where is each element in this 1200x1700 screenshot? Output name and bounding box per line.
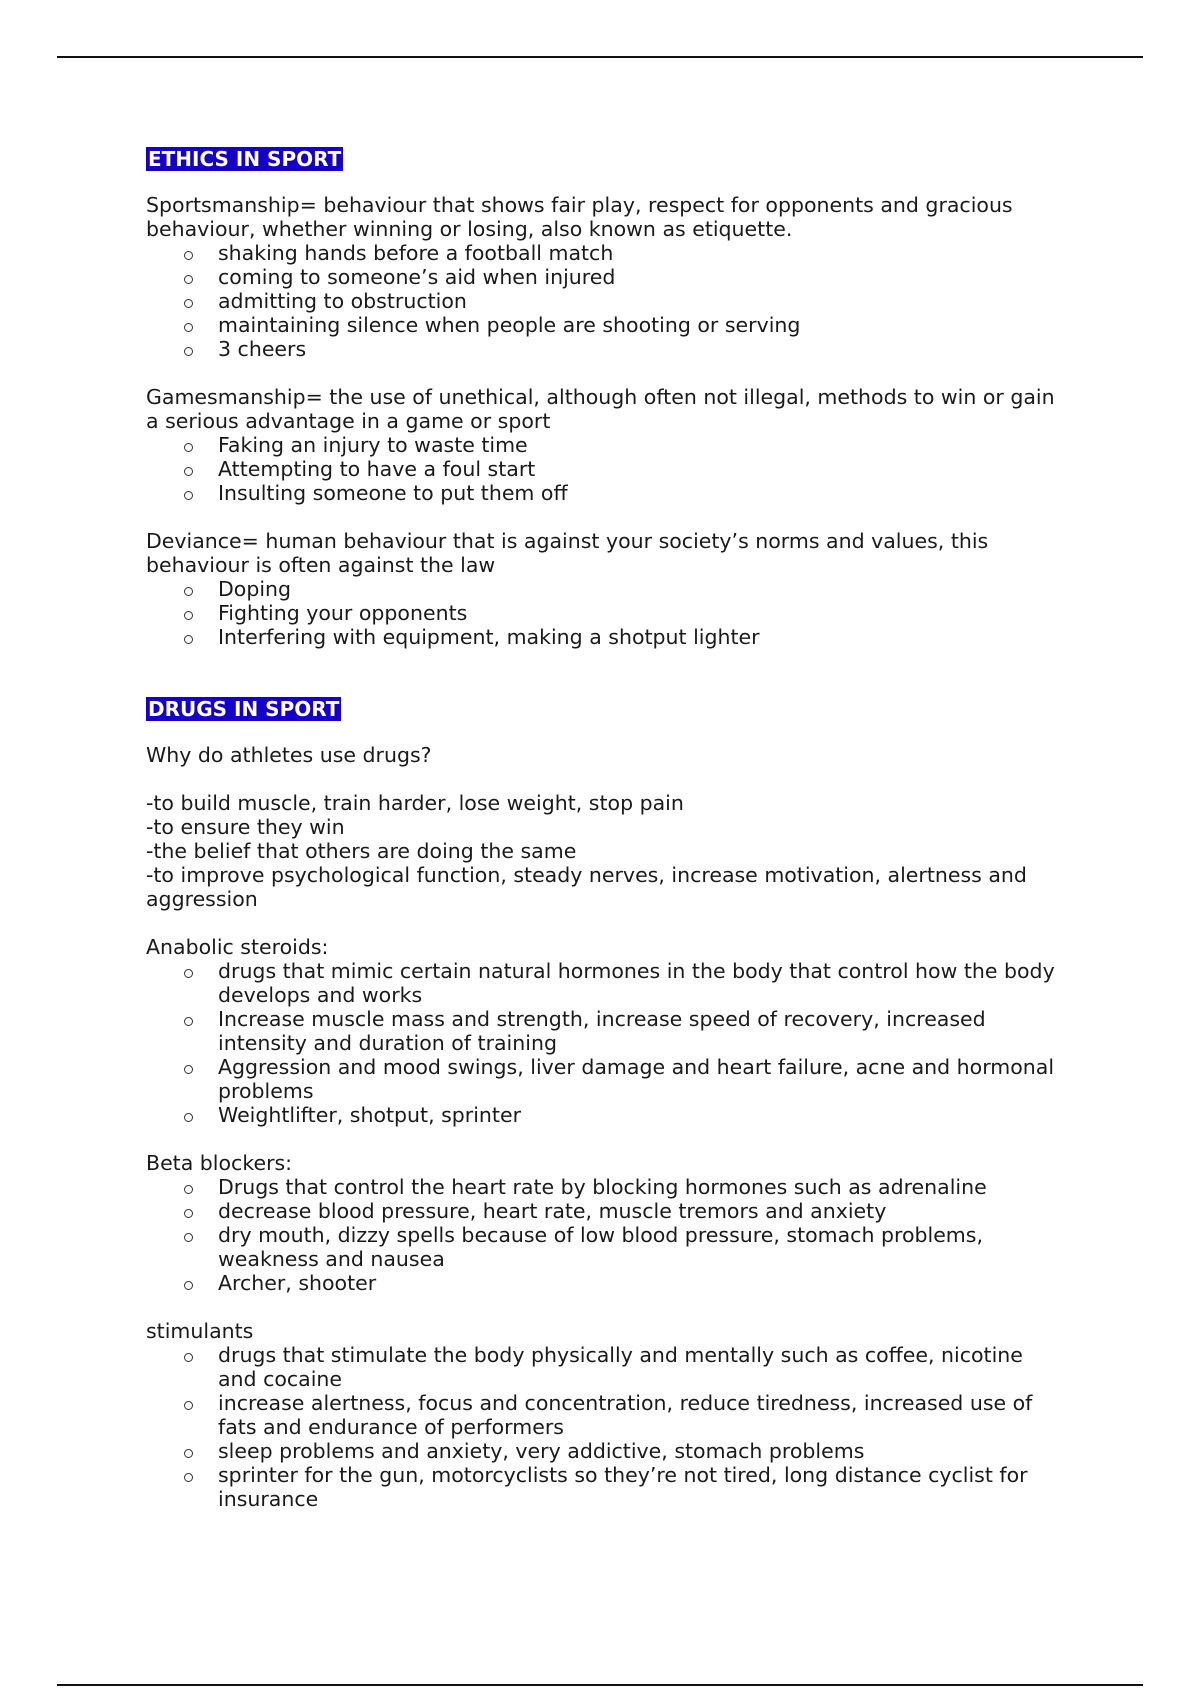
document-body bbox=[146, 147, 1066, 1511]
list-item: sprinter for the gun, motorcyclists so they’re not tired, long distance cyclist for insurance bbox=[146, 1463, 1066, 1511]
beta-blockers-title: Beta blockers: bbox=[146, 1151, 293, 1175]
sportsmanship-definition: Sportsmanship= behaviour that shows fair play, respect for opponents and gracious behaviour, whether winning or losing, also known as etiquette. bbox=[146, 193, 1013, 241]
gamesmanship-list bbox=[146, 433, 1066, 505]
list-item: drugs that mimic certain natural hormones in the body that control how the body develops and works bbox=[146, 959, 1066, 1007]
list-item: maintaining silence when people are shooting or serving bbox=[146, 313, 1066, 337]
reason-line: -to build muscle, train harder, lose weight, stop pain bbox=[146, 791, 684, 815]
list-item: 3 cheers bbox=[146, 337, 1066, 361]
list-item: drugs that stimulate the body physically and mentally such as coffee, nicotine and cocaine bbox=[146, 1343, 1066, 1391]
ethics-heading: ETHICS IN SPORT bbox=[148, 147, 342, 171]
gamesmanship-definition: Gamesmanship= the use of unethical, although often not illegal, methods to win or gain a serious advantage in a game or sport bbox=[146, 385, 1055, 433]
bottom-rule bbox=[57, 1684, 1143, 1686]
drugs-heading: DRUGS IN SPORT bbox=[148, 697, 340, 721]
reasons-list bbox=[146, 791, 1066, 911]
list-item: sleep problems and anxiety, very addictive, stomach problems bbox=[146, 1439, 1066, 1463]
list-item: Interfering with equipment, making a shotput lighter bbox=[146, 625, 1066, 649]
anabolic-steroids-title: Anabolic steroids: bbox=[146, 935, 329, 959]
list-item: increase alertness, focus and concentration, reduce tiredness, increased use of fats and endurance of performers bbox=[146, 1391, 1066, 1439]
list-item: admitting to obstruction bbox=[146, 289, 1066, 313]
deviance-definition: Deviance= human behaviour that is against your society’s norms and values, this behaviour is often against the law bbox=[146, 529, 989, 577]
stimulants-title: stimulants bbox=[146, 1319, 254, 1343]
list-item: Attempting to have a foul start bbox=[146, 457, 1066, 481]
deviance-list bbox=[146, 577, 1066, 649]
anabolic-steroids-list bbox=[146, 959, 1066, 1127]
top-rule bbox=[57, 56, 1143, 58]
reason-line: -to ensure they win bbox=[146, 815, 345, 839]
list-item: Increase muscle mass and strength, increase speed of recovery, increased intensity and duration of training bbox=[146, 1007, 1066, 1055]
reason-line: -the belief that others are doing the same bbox=[146, 839, 577, 863]
drugs-question: Why do athletes use drugs? bbox=[146, 743, 432, 767]
list-item: Weightlifter, shotput, sprinter bbox=[146, 1103, 1066, 1127]
list-item: Insulting someone to put them off bbox=[146, 481, 1066, 505]
list-item: Archer, shooter bbox=[146, 1271, 1066, 1295]
list-item: coming to someone’s aid when injured bbox=[146, 265, 1066, 289]
list-item: shaking hands before a football match bbox=[146, 241, 1066, 265]
list-item: Aggression and mood swings, liver damage and heart failure, acne and hormonal problems bbox=[146, 1055, 1066, 1103]
list-item: Faking an injury to waste time bbox=[146, 433, 1066, 457]
list-item: Doping bbox=[146, 577, 1066, 601]
list-item: Drugs that control the heart rate by blocking hormones such as adrenaline bbox=[146, 1175, 1066, 1199]
list-item: Fighting your opponents bbox=[146, 601, 1066, 625]
list-item: dry mouth, dizzy spells because of low blood pressure, stomach problems, weakness and nausea bbox=[146, 1223, 1066, 1271]
list-item: decrease blood pressure, heart rate, muscle tremors and anxiety bbox=[146, 1199, 1066, 1223]
reason-line: -to improve psychological function, steady nerves, increase motivation, alertness and aggression bbox=[146, 863, 1027, 911]
sportsmanship-list bbox=[146, 241, 1066, 361]
stimulants-list bbox=[146, 1343, 1066, 1511]
beta-blockers-list bbox=[146, 1175, 1066, 1295]
